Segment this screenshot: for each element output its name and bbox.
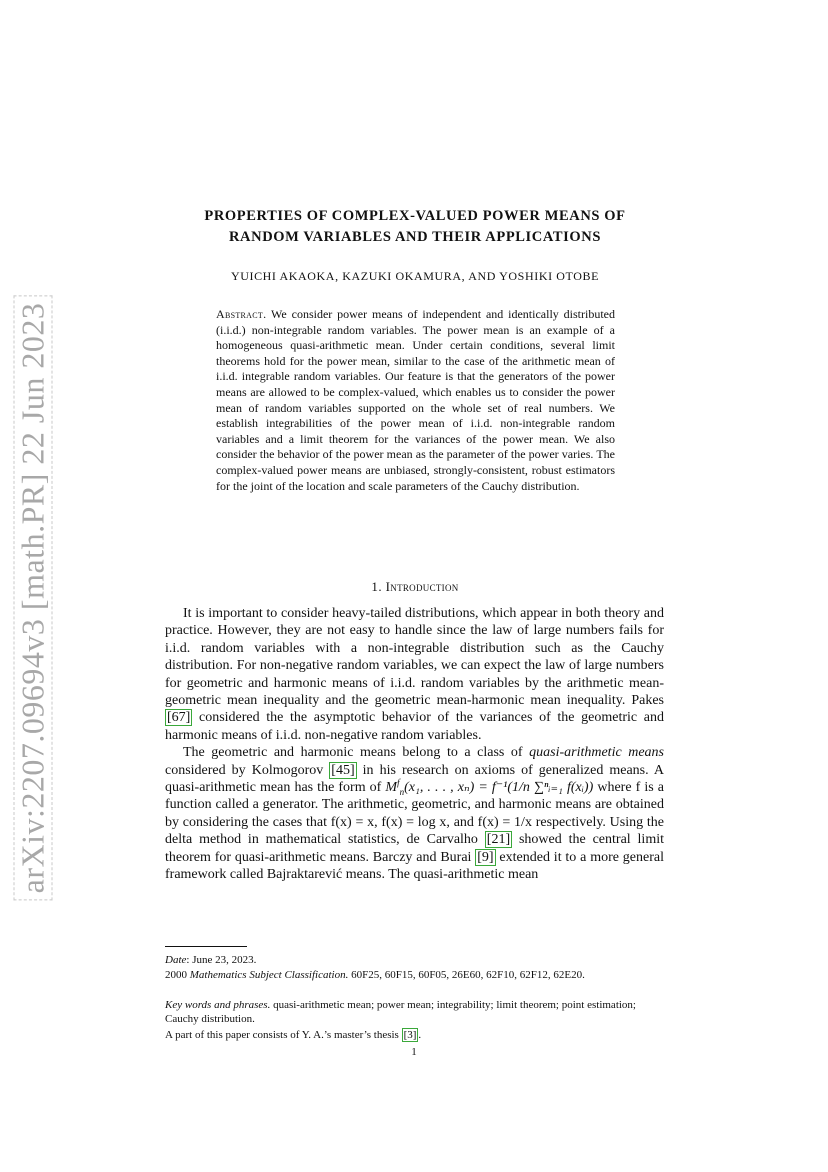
arxiv-sidebar [8, 302, 58, 893]
date-label: Date [165, 954, 187, 966]
citation-9[interactable]: [9] [477, 849, 494, 865]
section-heading-introduction [160, 579, 670, 595]
page-number: 1 [411, 1046, 417, 1058]
quasi-arithmetic-term: quasi-arithmetic means [529, 745, 664, 761]
msc-label: Mathematics Subject Classification. [189, 969, 349, 981]
msc-value: 60F25, 60F15, 60F05, 26E60, 62F10, 62F12, 62E20. [348, 969, 585, 981]
section-title: Introduction [385, 579, 459, 594]
abstract-text: We consider power means of independent and identically distributed (i.i.d.) non-integrable random variables. The power mean is an example of a homogeneous quasi-arithmetic mean. Under certain conditions, several limit theorems hold for the power mean, similar to the case of the arithmetic mean of i.i.d. integrable random variables. Our feature is that the generators of the power means are allowed to be complex-valued, which enables us to consider the power mean of random variables supported on the whole set of real numbers. We establish integrabilities of the power mean of i.i.d. non-integrable random variables and a limit theorem for the variances of the power mean. We also consider the behavior of the power mean as the parameter of the power varies. The complex-valued power means are unbiased, strongly-consistent, robust estimators for the joint of the location and scale parameters of the Cauchy distribution. [216, 307, 615, 493]
paragraph-1 [165, 605, 664, 744]
arxiv-identifier[interactable]: arXiv:2207.09694v3 [math.PR] 22 Jun 2023 [14, 295, 53, 900]
section-number: 1. [371, 579, 382, 594]
footnote-msc: 2000 Mathematics Subject Classification. 60F25, 60F15, 60F05, 26E60, 62F10, 62F12, 62E20. [165, 969, 585, 981]
paragraph-1-text-b: considered the the asymptotic behavior of the variances of the geometric and harmonic means of i.i.d. non-negative random variables. [165, 710, 664, 743]
footnote-date [165, 953, 664, 967]
abstract [216, 307, 615, 494]
paragraph-1-text-a: It is important to consider heavy-tailed distributions, which appear in both theory and practice. However, they are not easy to handle since the law of large numbers fails for i.i.d. random variables with a non-integrable distribution such as the Cauchy distribution. For non-negative random variables, we can expect the law of large numbers for geometric and harmonic means of i.i.d. random variables by the arithmetic mean-geometric mean inequality and the geometric mean-harmonic mean inequality. Pakes [165, 606, 664, 709]
footnote-thesis: A part of this paper consists of Y. A.’s master’s thesis [3] . [165, 1029, 422, 1041]
abstract-label: Abstract. [216, 307, 267, 321]
footnote-rule [165, 946, 247, 947]
date-value: : June 23, 2023. [186, 954, 257, 966]
author-list: YUICHI AKAOKA, KAZUKI OKAMURA, AND YOSHIKI OTOBE [230, 269, 600, 283]
paragraph-2-text-c: in his research on axioms of generalized means. A quasi-arithmetic mean has the form of [165, 762, 664, 796]
title-line-1: PROPERTIES OF COMPLEX-VALUED POWER MEANS OF [204, 208, 626, 224]
paper-title [160, 206, 670, 248]
citation-3[interactable]: [3] [403, 1029, 417, 1041]
paragraph-2-text-e: showed the central limit theorem for quasi-arithmetic means. Barczy and Burai [165, 832, 664, 865]
title-line-2: RANDOM VARIABLES AND THEIR APPLICATIONS [228, 229, 601, 245]
paragraph-2-text-b: considered by Kolmogorov [165, 762, 330, 778]
citation-21[interactable]: [21] [486, 832, 511, 848]
citation-67[interactable]: [67] [167, 710, 191, 726]
keywords-value: quasi-arithmetic mean; power mean; integrability; limit theorem; point estimation; Cauchy distribution. [165, 999, 636, 1026]
formula-quasi-mean: $M^f_n(x_1$, . . . , xₙ) = f⁻¹(1/n ∑ⁿᵢ₌₁ f(xᵢ)) [385, 777, 594, 797]
introduction-body [165, 605, 664, 884]
footnote-keywords [165, 998, 664, 1027]
keywords-label: Key words and phrases. [165, 999, 271, 1011]
paragraph-2 [165, 744, 664, 883]
paragraph-2-text-f: extended it to a more general framework called Bajraktarević means. The quasi-arithmetic mean [165, 849, 665, 883]
citation-45[interactable]: [45] [331, 762, 355, 778]
paragraph-2-text-d: where f is a function called a generator. The arithmetic, geometric, and harmonic means are obtained by considering the cases that f(x) = x, f(x) = log x, and f(x) = 1/x respectively. Using the delta method in mathematical statistics, de Carvalho [165, 780, 664, 848]
paragraph-2-text-a: The geometric and harmonic means belong to a class of [183, 745, 530, 761]
